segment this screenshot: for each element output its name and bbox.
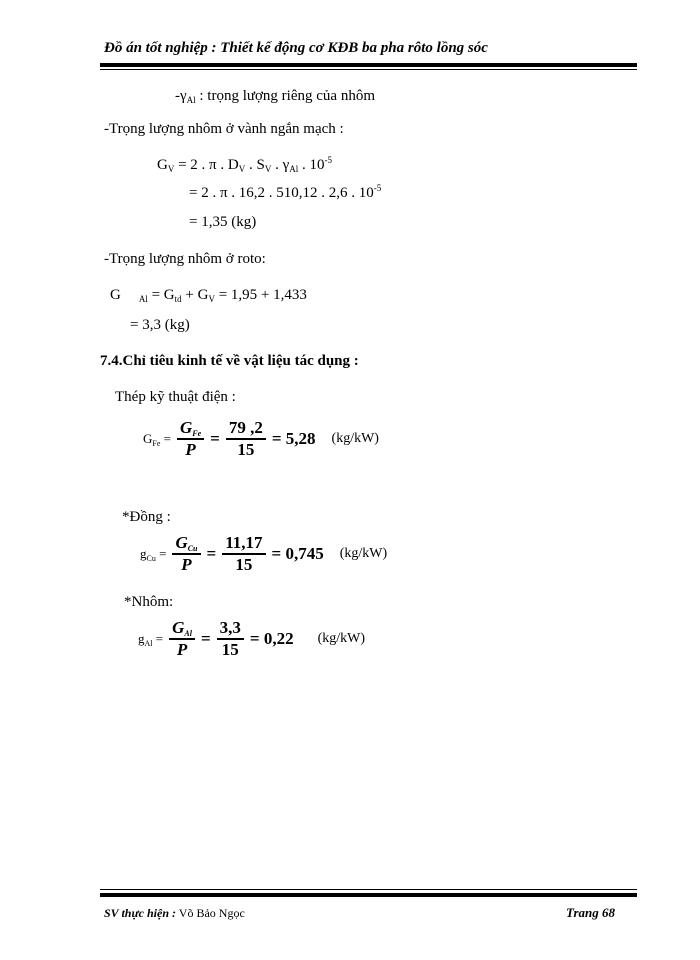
copper-heading: *Đồng : bbox=[122, 509, 171, 525]
page-header-title: Đồ án tốt nghiệp : Thiết kế động cơ KĐB ba pha rôto lồng sóc bbox=[104, 40, 488, 56]
footer-rule-thick bbox=[100, 893, 637, 897]
gal-formula-line-1: G $_{Al} = G_{td} + G_V = 1,95 + 1,433$ bbox=[110, 287, 307, 304]
fe-value-fraction: $\frac{79 ,2}{15}$ bbox=[226, 418, 266, 460]
fe-symbol-fraction: $\frac{\text{GFe}}{P}$ bbox=[177, 418, 204, 460]
gamma-definition: $-\gamma_{Al}$ : trọng lượng riêng của nhôm bbox=[175, 88, 375, 105]
footer-author: SV thực hiện : Võ Bảo Ngọc bbox=[104, 906, 245, 920]
gv-formula-line-2: = 2 . π . 16,2 . 510,12 . 2,6 . $10^{-5}$ bbox=[189, 183, 382, 201]
al-symbol-fraction: $\frac{\text{GAl}}{P}$ bbox=[169, 618, 195, 660]
rotor-weight-heading: -Trọng lượng nhôm ở roto: bbox=[104, 251, 266, 267]
footer-rule-thin bbox=[100, 889, 637, 890]
al-value-fraction: $\frac{3,3}{15}$ bbox=[217, 618, 244, 660]
aluminum-heading: *Nhôm: bbox=[124, 594, 174, 610]
gv-formula-line-3: = 1,35 (kg) bbox=[189, 214, 257, 230]
cu-formula: $g_{Cu}$ = $\frac{\text{GCu}}{P}$ = $\frac{11,17}{15}$ = 0,745 (kg/kW) bbox=[140, 533, 388, 574]
section-heading: 7.4.Chỉ tiêu kinh tế về vật liệu tác dụng : bbox=[100, 353, 359, 369]
al-formula: $g_{Al}$ = $\frac{\text{GAl}}{P}$ = $\frac{3,3}{15}$ = 0,22 (kg/kW) bbox=[138, 618, 365, 659]
cu-symbol-fraction: $\frac{\text{GCu}}{P}$ bbox=[172, 533, 200, 575]
fe-formula: $G_{Fe}$ = $\frac{\text{GFe}}{P}$ = $\frac{79 ,2}{15}$ = 5,28 (kg/kW) bbox=[143, 418, 379, 459]
header-rule-thick bbox=[100, 63, 637, 67]
cu-value-fraction: $\frac{11,17}{15}$ bbox=[222, 533, 265, 575]
gv-formula-line-1: $G_V = 2$ . π . $D_V$ . $S_V$ . $\gamma_{Al}$ . $10^{-5}$ bbox=[157, 155, 332, 174]
header-rule-thin bbox=[100, 69, 637, 70]
gal-formula-line-2: = 3,3 (kg) bbox=[130, 317, 190, 333]
ring-weight-heading: -Trọng lượng nhôm ở vành ngắn mạch : bbox=[104, 121, 344, 137]
footer-page-number: Trang 68 bbox=[566, 905, 615, 920]
steel-heading: Thép kỹ thuật điện : bbox=[115, 389, 236, 405]
